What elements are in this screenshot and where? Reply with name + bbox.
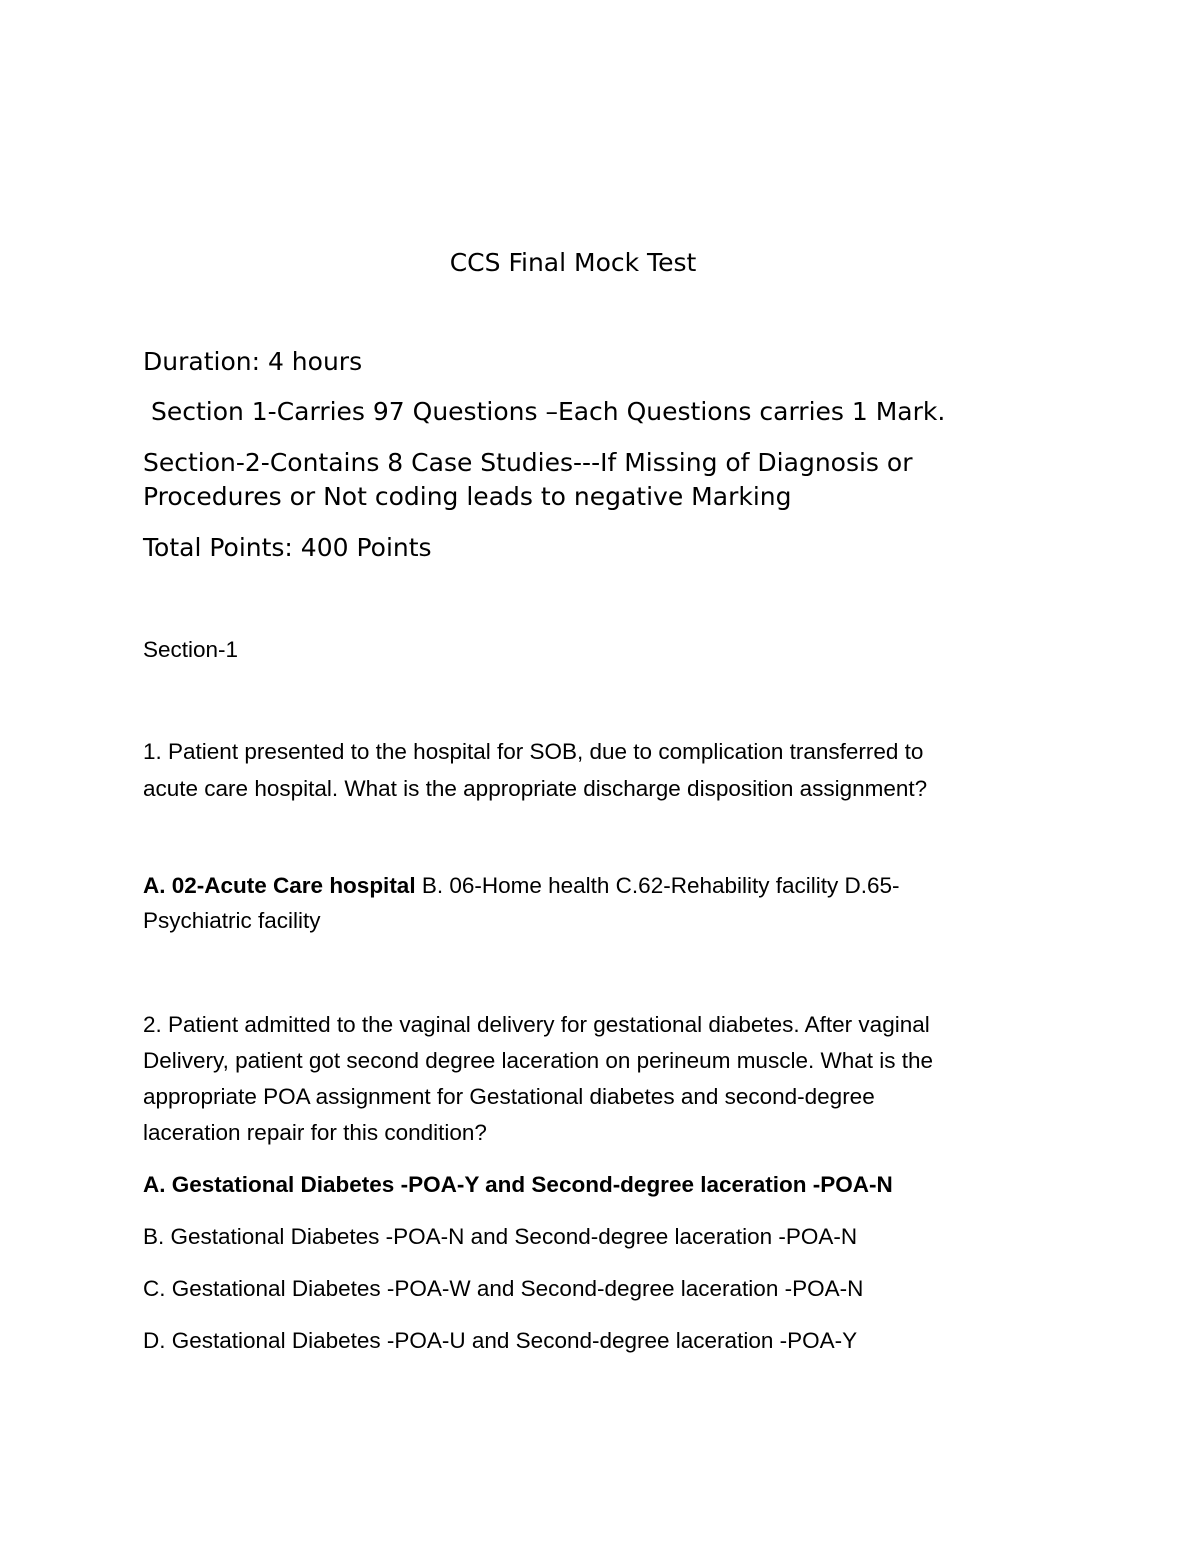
question-2-stem-line: 2. Patient admitted to the vaginal delivery for gestational diabetes. After vaginal [143,1012,930,1037]
duration-text: Duration: 4 hours [143,347,363,376]
question-2-stem-line: laceration repair for this condition? [143,1120,487,1145]
question-2-stem-line: appropriate POA assignment for Gestational diabetes and second-degree [143,1084,875,1109]
question-2-option-d: D. Gestational Diabetes -POA-U and Second-degree laceration -POA-Y [143,1328,858,1353]
total-points-text: Total Points: 400 Points [143,533,432,562]
section1-info-text: Section 1-Carries 97 Questions –Each Questions carries 1 Mark. [143,397,946,426]
question-1-options-line2: Psychiatric facility [143,908,321,933]
question-1-correct-answer: A. 02-Acute Care hospital [143,873,416,898]
section-heading: Section-1 [143,637,239,662]
question-1-other-options: B. 06-Home health C.62-Rehability facility D.65- [415,873,900,898]
question-2-option-b: B. Gestational Diabetes -POA-N and Second-degree laceration -POA-N [143,1224,858,1249]
question-2-stem-line: Delivery, patient got second degree laceration on perineum muscle. What is the [143,1048,934,1073]
question-1-stem-line: acute care hospital. What is the appropriate discharge disposition assignment? [143,776,928,801]
section2-info-line1: Section-2-Contains 8 Case Studies---If Missing of Diagnosis or [143,448,913,477]
section2-info-line2: Procedures or Not coding leads to negative Marking [143,482,792,511]
question-2-option-c: C. Gestational Diabetes -POA-W and Second-degree laceration -POA-N [143,1276,864,1301]
question-2-option-a-correct: A. Gestational Diabetes -POA-Y and Second-degree laceration -POA-N [143,1172,893,1197]
question-1-stem-line: 1. Patient presented to the hospital for SOB, due to complication transferred to [143,739,924,764]
page-title: CCS Final Mock Test [449,248,697,277]
question-1-options-line1 [143,868,1043,904]
